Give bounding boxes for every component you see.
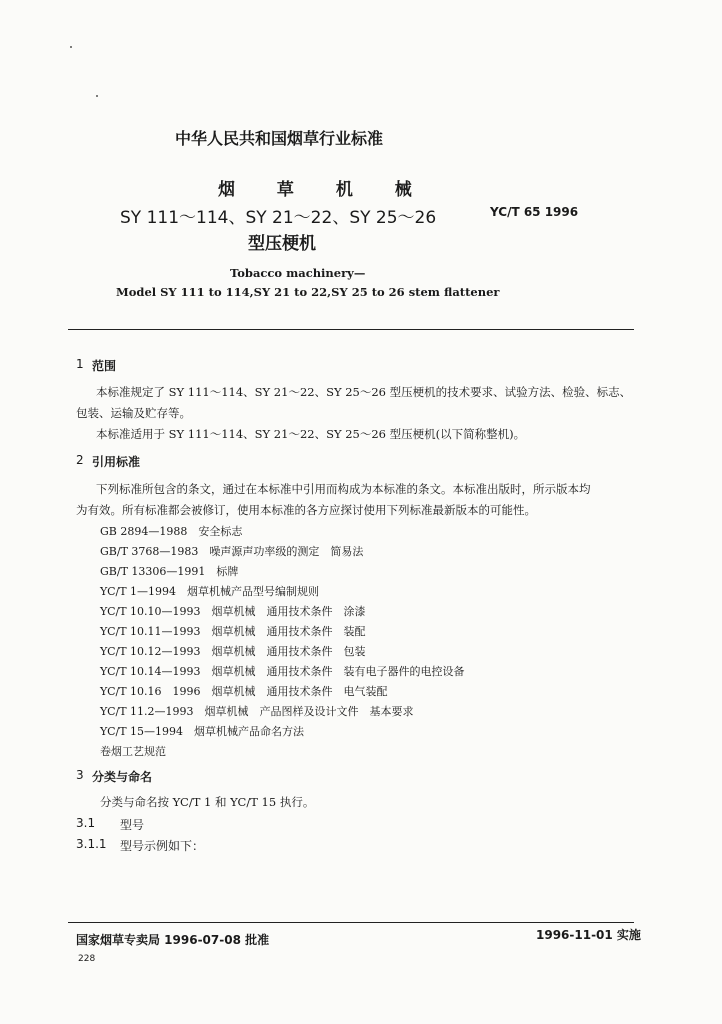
reference-item: GB/T 3768—1983 噪声源声功率级的测定 简易法	[100, 545, 364, 558]
section-1-para-1b: 包装、运输及贮存等。	[76, 406, 191, 420]
section-2-para-1a: 下列标准所包含的条文，通过在本标准中引用而构成为本标准的条文。本标准出版时，所示版本均	[96, 482, 591, 496]
section-1-para-1a: 本标准规定了 SY 111～114、SY 21～22、SY 25～26 型压梗机的技术要求、试验方法、检验、标志、	[96, 385, 632, 399]
standard-number: YC/T 65 1996	[490, 205, 579, 219]
effective-date: 1996-11-01 实施	[536, 928, 641, 942]
reference-item: YC/T 1—1994 烟草机械产品型号编制规则	[100, 585, 320, 598]
reference-item: GB 2894—1988 安全标志	[100, 525, 243, 538]
section-1-para-2: 本标准适用于 SY 111～114、SY 21～22、SY 25～26 型压梗机(以下简称整机)。	[96, 427, 526, 441]
section-1-number: 1	[76, 357, 84, 371]
reference-item: YC/T 15—1994 烟草机械产品命名方法	[100, 725, 305, 738]
section-2-para-1b: 为有效。所有标准都会被修订，使用本标准的各方应探讨使用下列标准最新版本的可能性。	[76, 503, 536, 517]
reference-item: YC/T 11.2—1993 烟草机械 产品图样及设计文件 基本要求	[100, 705, 414, 718]
footer-divider	[68, 922, 634, 923]
title-line-2: SY 111～114、SY 21～22、SY 25～26	[120, 208, 437, 228]
title-line-1: 烟 草 机 械	[218, 180, 430, 200]
english-title-line-2: Model SY 111 to 114,SY 21 to 22,SY 25 to 26 stem flattener	[116, 285, 500, 299]
approval-line: 国家烟草专卖局 1996-07-08 批准	[76, 933, 270, 947]
section-2-number: 2	[76, 453, 84, 467]
english-title-line-1: Tobacco machinery—	[230, 266, 366, 280]
header-divider	[68, 329, 634, 330]
section-3-1-number: 3.1	[76, 816, 96, 830]
section-3-para-1: 分类与命名按 YC/T 1 和 YC/T 15 执行。	[100, 795, 315, 809]
section-3-1-1-title: 型号示例如下：	[120, 839, 205, 853]
section-3-1-title: 型号	[120, 818, 145, 832]
reference-item: YC/T 10.10—1993 烟草机械 通用技术条件 涂漆	[100, 605, 366, 618]
scan-speck	[96, 95, 98, 97]
section-1-title: 范围	[92, 359, 117, 373]
reference-item: YC/T 10.14—1993 烟草机械 通用技术条件 装有电子器件的电控设备	[100, 665, 465, 678]
scan-speck	[70, 46, 72, 48]
section-3-number: 3	[76, 768, 84, 782]
section-2-title: 引用标准	[92, 455, 141, 469]
title-line-3: 型压梗机	[248, 234, 316, 254]
section-3-title: 分类与命名	[92, 770, 153, 784]
page-number: 228	[78, 954, 96, 964]
reference-item: YC/T 10.16 1996 烟草机械 通用技术条件 电气装配	[100, 685, 388, 698]
section-3-1-1-number: 3.1.1	[76, 837, 107, 851]
reference-item: YC/T 10.11—1993 烟草机械 通用技术条件 装配	[100, 625, 366, 638]
reference-item: GB/T 13306—1991 标牌	[100, 565, 239, 578]
org-title: 中华人民共和国烟草行业标准	[175, 129, 384, 148]
reference-item: YC/T 10.12—1993 烟草机械 通用技术条件 包装	[100, 645, 366, 658]
reference-item: 卷烟工艺规范	[100, 745, 166, 758]
